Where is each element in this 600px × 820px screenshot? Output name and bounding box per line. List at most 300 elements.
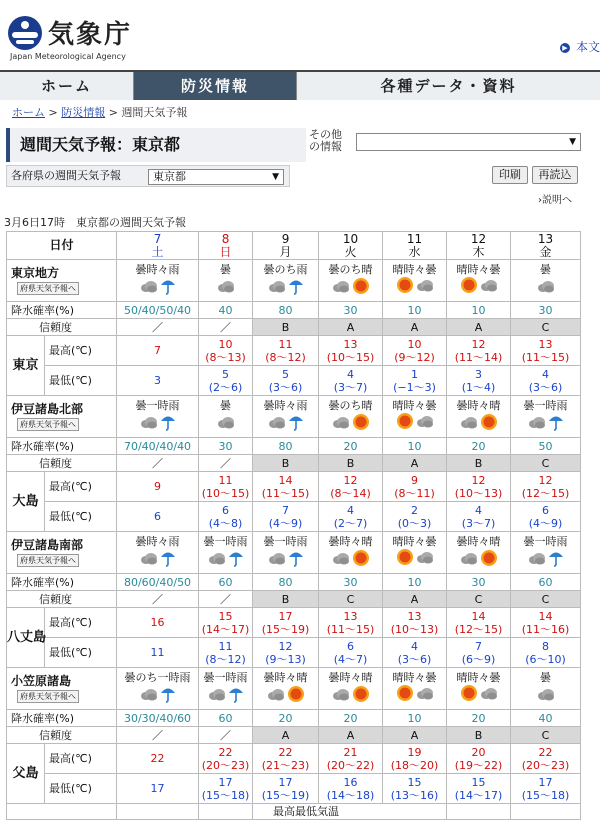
cloud-icon <box>332 278 350 297</box>
pop-value: 80 <box>253 574 319 591</box>
umbrella-icon <box>160 549 176 570</box>
pop-value: 10 <box>447 302 511 319</box>
pop-label: 降水確率(%) <box>7 710 117 727</box>
weather-text: 曇一時雨 <box>523 535 568 548</box>
min-temp-range: (6〜10) <box>525 652 566 666</box>
cloud-icon <box>460 550 478 569</box>
pop-value: 60 <box>511 574 581 591</box>
nav-disaster-info[interactable]: 防災情報 <box>134 72 296 100</box>
min-temp-range: (0〜3) <box>397 516 432 530</box>
min-temp-cell <box>319 502 383 532</box>
cloud-icon <box>140 550 158 569</box>
reliability-label: 信頼度 <box>7 455 117 472</box>
sun-icon <box>352 277 370 298</box>
umbrella-icon <box>288 413 304 434</box>
weather-text: 曇のち晴 <box>328 263 373 276</box>
other-info-line2: の情報 <box>309 140 342 153</box>
reliability-value: B <box>319 455 383 472</box>
weather-text: 曇 <box>220 263 232 276</box>
max-temp-range: (11〜15) <box>326 622 375 636</box>
day-weekday: 土 <box>151 244 164 259</box>
day-number: 7 <box>153 231 162 246</box>
date-header: 日付 <box>7 232 117 260</box>
pref-forecast-button[interactable]: 府県天気予報へ <box>17 554 79 567</box>
weather-text: 晴時々曇 <box>392 670 437 684</box>
max-temp-range: (10〜13) <box>390 622 439 636</box>
area-cell <box>7 396 117 438</box>
cloud-icon <box>268 278 286 297</box>
max-temp-cell <box>199 744 253 774</box>
umbrella-icon <box>228 685 244 706</box>
max-temp-cell <box>117 744 199 774</box>
max-temp: 12 <box>471 337 486 351</box>
day-weekday: 水 <box>408 244 421 259</box>
day-header <box>199 232 253 260</box>
min-temp-range: (1〜4) <box>461 380 496 394</box>
jma-logo-icon[interactable] <box>8 16 42 50</box>
max-temp-cell <box>117 608 199 638</box>
weather-text: 曇時々雨 <box>263 399 308 412</box>
max-temp-cell <box>383 744 447 774</box>
pop-value: 20 <box>253 710 319 727</box>
day-number: 12 <box>470 231 487 246</box>
weather-cell <box>447 668 511 710</box>
max-temp-cell <box>253 608 319 638</box>
min-temp-cell <box>253 366 319 396</box>
other-info-label <box>309 129 342 153</box>
min-temp-cell <box>199 502 253 532</box>
min-temp-range: (2〜6) <box>208 380 243 394</box>
max-temp-cell <box>511 744 581 774</box>
max-temp: 13 <box>407 609 422 623</box>
agency-name[interactable]: 気象庁 <box>48 20 133 50</box>
weather-cell <box>383 532 447 574</box>
cloud-icon <box>416 277 434 296</box>
min-temp-range: (15〜19) <box>261 788 310 802</box>
sun-icon <box>460 684 478 705</box>
min-temp-range: (4〜8) <box>208 516 243 530</box>
weather-text: 晴時々曇 <box>392 262 437 276</box>
max-temp: 13 <box>343 609 358 623</box>
weather-text: 曇 <box>220 399 232 412</box>
weather-text: 晴時々曇 <box>456 670 501 684</box>
max-temp-range: (15〜19) <box>261 622 310 636</box>
min-temp-cell <box>253 502 319 532</box>
min-temp-cell <box>383 366 447 396</box>
pop-value: 60 <box>199 574 253 591</box>
page-title: 週間天気予報：東京都 <box>6 128 306 162</box>
max-temp: 13 <box>343 337 358 351</box>
other-info-select[interactable] <box>356 133 581 151</box>
pop-value: 30 <box>319 574 383 591</box>
min-temp: 17 <box>150 782 165 795</box>
min-temp-range: (3〜6) <box>268 380 303 394</box>
max-temp: 7 <box>154 344 162 357</box>
pop-value: 80 <box>253 438 319 455</box>
pop-label: 降水確率(%) <box>7 302 117 319</box>
weather-text: 曇一時雨 <box>203 671 248 684</box>
max-temp: 12 <box>343 473 358 487</box>
skip-to-content-label[interactable]: 本文 <box>575 40 600 54</box>
umbrella-icon <box>160 685 176 706</box>
reliability-value: A <box>383 455 447 472</box>
weather-text: 曇のち雨 <box>263 263 308 276</box>
city-name: 八丈島 <box>7 608 45 668</box>
day-header <box>117 232 199 260</box>
weather-cell <box>447 532 511 574</box>
reliability-value: C <box>319 591 383 608</box>
cloud-icon <box>332 550 350 569</box>
sun-icon <box>352 413 370 434</box>
max-temp: 22 <box>218 745 233 759</box>
weather-cell <box>199 396 253 438</box>
weather-text: 曇 <box>540 671 552 684</box>
pop-value: 10 <box>383 438 447 455</box>
max-temp-cell <box>253 744 319 774</box>
day-number: 10 <box>342 231 359 246</box>
min-temp: 4 <box>347 503 355 517</box>
min-label: 最低(℃) <box>45 638 117 668</box>
pref-forecast-button[interactable]: 府県天気予報へ <box>17 418 79 431</box>
area-name: 伊豆諸島南部 <box>11 537 84 552</box>
skip-to-content-link[interactable] <box>560 38 600 55</box>
global-nav <box>0 70 600 100</box>
pop-value: 10 <box>383 574 447 591</box>
pref-forecast-button[interactable]: 府県天気予報へ <box>17 282 79 295</box>
area-cell <box>7 532 117 574</box>
weather-cell <box>511 396 581 438</box>
prefecture-select[interactable] <box>148 169 284 185</box>
max-temp-range: (14〜17) <box>201 622 250 636</box>
min-temp-range: (4〜7) <box>333 652 368 666</box>
max-temp: 12 <box>471 473 486 487</box>
explain-label[interactable]: 説明へ <box>542 195 572 206</box>
max-temp: 12 <box>538 473 553 487</box>
weather-cell <box>253 260 319 302</box>
cloud-icon <box>480 277 498 296</box>
weather-cell <box>383 260 447 302</box>
min-temp-cell <box>199 638 253 668</box>
max-temp-range: (9〜12) <box>394 350 435 364</box>
pop-value: 10 <box>383 302 447 319</box>
min-temp-cell <box>117 502 199 532</box>
min-temp-cell <box>117 638 199 668</box>
reliability-value: A <box>319 727 383 744</box>
min-temp-range: (2〜7) <box>333 516 368 530</box>
nav-data[interactable]: 各種データ・資料 <box>296 72 600 100</box>
pop-value: 40 <box>199 302 253 319</box>
max-temp: 19 <box>407 745 422 759</box>
reliability-value: ／ <box>199 591 253 608</box>
reliability-label: 信頼度 <box>7 727 117 744</box>
max-temp-range: (8〜12) <box>265 350 306 364</box>
pop-value: 80/60/40/50 <box>117 574 199 591</box>
min-temp: 5 <box>222 367 230 381</box>
min-temp: 15 <box>471 775 486 789</box>
city-name: 父島 <box>7 744 45 804</box>
weather-cell <box>383 396 447 438</box>
print-button[interactable]: 印刷 <box>492 166 528 184</box>
max-temp-range: (20〜23) <box>521 758 570 772</box>
weather-cell <box>319 668 383 710</box>
cloud-icon <box>332 414 350 433</box>
min-temp-cell <box>319 774 383 804</box>
min-temp: 17 <box>278 775 293 789</box>
max-temp-range: (11〜15) <box>521 350 570 364</box>
umbrella-icon <box>160 277 176 298</box>
nav-home[interactable]: ホーム <box>0 72 134 100</box>
weather-cell <box>511 532 581 574</box>
reliability-value: A <box>447 319 511 336</box>
min-temp-cell <box>447 366 511 396</box>
weather-text: 曇時々雨 <box>135 535 180 548</box>
cloud-icon <box>217 278 235 297</box>
pop-value: 50 <box>511 438 581 455</box>
reliability-value: B <box>253 455 319 472</box>
dropdown-arrow-icon: ▼ <box>272 172 279 182</box>
pop-value: 20 <box>447 438 511 455</box>
day-weekday: 日 <box>219 244 232 259</box>
max-temp-cell <box>447 744 511 774</box>
umbrella-icon <box>288 277 304 298</box>
cloud-icon <box>416 549 434 568</box>
min-temp-cell <box>199 366 253 396</box>
weather-text: 曇時々晴 <box>456 535 501 548</box>
weather-cell <box>447 260 511 302</box>
reliability-value: A <box>253 727 319 744</box>
max-temp-cell <box>199 472 253 502</box>
reliability-value: ／ <box>199 727 253 744</box>
cloud-icon <box>208 550 226 569</box>
reliability-value: B <box>447 727 511 744</box>
sun-icon <box>352 549 370 570</box>
cloud-icon <box>140 686 158 705</box>
cloud-icon <box>460 414 478 433</box>
weather-cell <box>199 260 253 302</box>
min-temp: 11 <box>218 639 233 653</box>
area-name: 伊豆諸島北部 <box>11 401 84 416</box>
sun-icon <box>352 685 370 706</box>
sun-icon <box>460 276 478 297</box>
day-header <box>253 232 319 260</box>
max-temp: 10 <box>407 337 422 351</box>
max-label: 最高(℃) <box>45 472 117 502</box>
header <box>0 0 600 68</box>
max-temp-cell <box>447 472 511 502</box>
min-temp-range: (4〜9) <box>268 516 303 530</box>
min-temp-range: (9〜13) <box>265 652 306 666</box>
max-temp-cell <box>447 608 511 638</box>
other-info-line1: その他 <box>309 128 342 141</box>
day-header <box>383 232 447 260</box>
min-temp-cell <box>319 366 383 396</box>
weather-text: 曇時々晴 <box>328 671 373 684</box>
cloud-icon <box>416 685 434 704</box>
max-temp-cell <box>447 336 511 366</box>
reliability-value: C <box>511 591 581 608</box>
weather-cell <box>117 260 199 302</box>
cloud-icon <box>217 414 235 433</box>
weather-cell <box>319 260 383 302</box>
min-temp-cell <box>383 502 447 532</box>
weather-cell <box>319 532 383 574</box>
breadcrumb-disaster[interactable]: 防災情報 <box>61 106 106 119</box>
max-temp-range: (10〜15) <box>326 350 375 364</box>
weather-text: 曇一時雨 <box>263 535 308 548</box>
day-header <box>511 232 581 260</box>
max-temp-cell <box>511 608 581 638</box>
min-temp-range: (15〜18) <box>521 788 570 802</box>
day-number: 13 <box>537 231 554 246</box>
weekly-forecast-table <box>6 231 581 820</box>
min-temp: 16 <box>343 775 358 789</box>
day-number: 11 <box>406 231 423 246</box>
min-temp: 7 <box>282 503 290 517</box>
pop-value: 30 <box>511 302 581 319</box>
agency-name-en: Japan Meteorological Agency <box>10 52 126 61</box>
pop-value: 10 <box>383 710 447 727</box>
min-temp: 17 <box>218 775 233 789</box>
reliability-value: ／ <box>117 319 199 336</box>
day-number: 8 <box>221 231 230 246</box>
min-temp: 6 <box>222 503 230 517</box>
umbrella-icon <box>228 549 244 570</box>
sun-icon <box>287 685 305 706</box>
reliability-value: ／ <box>117 455 199 472</box>
max-temp-range: (11〜14) <box>454 350 503 364</box>
min-temp-range: (−1〜3) <box>393 380 436 394</box>
weather-cell <box>199 532 253 574</box>
min-temp: 6 <box>542 503 550 517</box>
reliability-value: A <box>383 591 447 608</box>
pref-forecast-button[interactable]: 府県天気予報へ <box>17 690 79 703</box>
cloud-icon <box>208 686 226 705</box>
max-temp-range: (20〜22) <box>326 758 375 772</box>
weather-text: 曇時々晴 <box>263 671 308 684</box>
min-temp: 8 <box>542 639 550 653</box>
min-temp-range: (6〜9) <box>461 652 496 666</box>
prefecture-label: 各府県の週間天気予報 <box>11 169 121 182</box>
reliability-value: B <box>447 455 511 472</box>
reliability-value: A <box>319 319 383 336</box>
min-temp: 17 <box>538 775 553 789</box>
reliability-value: ／ <box>199 319 253 336</box>
weather-cell <box>447 396 511 438</box>
max-temp-cell <box>319 744 383 774</box>
min-temp: 2 <box>411 503 419 517</box>
weather-cell <box>511 260 581 302</box>
max-temp-range: (11〜16) <box>521 622 570 636</box>
pop-value: 30 <box>199 438 253 455</box>
max-temp-cell <box>383 608 447 638</box>
min-temp-cell <box>447 638 511 668</box>
sun-icon <box>396 412 414 433</box>
min-temp-cell <box>447 774 511 804</box>
weather-text: 晴時々曇 <box>392 534 437 548</box>
pop-value: 60 <box>199 710 253 727</box>
sun-icon <box>480 413 498 434</box>
max-temp: 11 <box>218 473 233 487</box>
weather-text: 曇一時雨 <box>135 399 180 412</box>
min-temp: 12 <box>278 639 293 653</box>
weather-text: 曇時々晴 <box>456 399 501 412</box>
cloud-icon <box>140 414 158 433</box>
min-temp-range: (3〜7) <box>333 380 368 394</box>
min-temp-cell <box>319 638 383 668</box>
area-name: 小笠原諸島 <box>11 673 72 688</box>
max-temp-range: (12〜15) <box>454 622 503 636</box>
city-name: 東京 <box>7 336 45 396</box>
min-temp-cell <box>199 774 253 804</box>
min-temp-range: (3〜7) <box>461 516 496 530</box>
breadcrumb-home[interactable]: ホーム <box>12 106 45 119</box>
explain-link[interactable]: ›説明へ <box>538 195 572 206</box>
area-cell <box>7 260 117 302</box>
max-temp-cell <box>319 608 383 638</box>
min-temp-cell <box>447 502 511 532</box>
pop-value: 80 <box>253 302 319 319</box>
min-temp: 4 <box>411 639 419 653</box>
weather-text: 晴時々曇 <box>392 398 437 412</box>
max-temp: 22 <box>150 752 165 765</box>
reliability-value: C <box>447 591 511 608</box>
max-temp-cell <box>511 336 581 366</box>
max-temp-cell <box>511 472 581 502</box>
min-temp-cell <box>383 774 447 804</box>
min-temp: 4 <box>347 367 355 381</box>
max-temp-range: (12〜15) <box>521 486 570 500</box>
cloud-icon <box>537 686 555 705</box>
max-temp-cell <box>253 472 319 502</box>
max-temp-cell <box>253 336 319 366</box>
max-temp-range: (8〜14) <box>330 486 371 500</box>
reliability-value: ／ <box>117 591 199 608</box>
max-temp: 14 <box>538 609 553 623</box>
reliability-value: B <box>253 319 319 336</box>
max-temp: 22 <box>538 745 553 759</box>
max-temp: 13 <box>538 337 553 351</box>
min-label: 最低(℃) <box>45 366 117 396</box>
min-temp-range: (8〜12) <box>205 652 246 666</box>
weather-text: 曇時々雨 <box>135 263 180 276</box>
footer-legend: 最高最低気温 <box>253 804 447 820</box>
day-weekday: 月 <box>279 244 292 259</box>
cloud-icon <box>528 550 546 569</box>
area-cell <box>7 668 117 710</box>
reliability-value: B <box>253 591 319 608</box>
weather-cell <box>253 532 319 574</box>
max-temp-range: (20〜23) <box>201 758 250 772</box>
min-temp-range: (4〜9) <box>528 516 563 530</box>
min-temp-range: (15〜18) <box>201 788 250 802</box>
weather-text: 曇のち晴 <box>328 399 373 412</box>
max-temp: 10 <box>218 337 233 351</box>
pop-value: 30/30/40/60 <box>117 710 199 727</box>
max-temp-range: (11〜15) <box>261 486 310 500</box>
day-weekday: 金 <box>539 244 552 259</box>
weather-cell <box>511 668 581 710</box>
max-temp-range: (19〜22) <box>454 758 503 772</box>
reliability-value: A <box>383 727 447 744</box>
min-temp: 7 <box>475 639 483 653</box>
reload-button[interactable]: 再読込 <box>532 166 578 184</box>
cloud-icon <box>268 550 286 569</box>
reliability-value: C <box>511 319 581 336</box>
day-header <box>447 232 511 260</box>
min-temp: 4 <box>475 503 483 517</box>
min-temp: 3 <box>475 367 483 381</box>
pop-value: 40 <box>511 710 581 727</box>
